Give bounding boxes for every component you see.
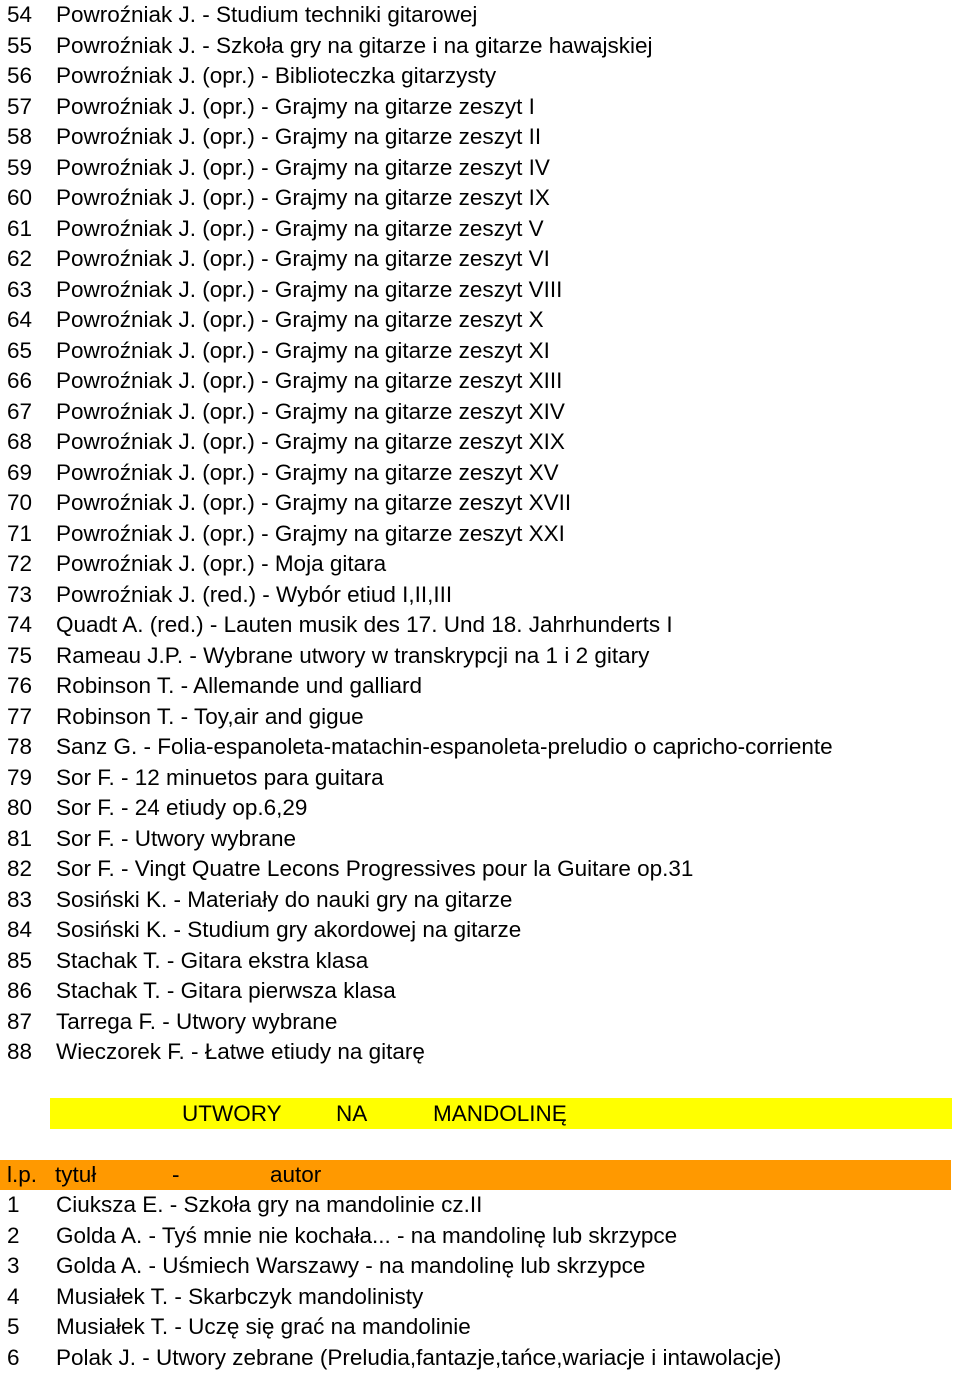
item-number: 70 [7, 488, 32, 519]
item-text: Powroźniak J. (opr.) - Moja gitara [56, 549, 386, 580]
item-number: 86 [7, 976, 32, 1007]
list-item [0, 1190, 960, 1221]
header-author: autor [270, 1160, 321, 1190]
list-item [0, 824, 960, 855]
item-text: Musiałek T. - Skarbczyk mandolinisty [56, 1282, 423, 1313]
mandolin-works-list [0, 1190, 960, 1373]
item-number: 73 [7, 580, 32, 611]
item-text: Robinson T. - Allemande und galliard [56, 671, 422, 702]
section-banner-mandolin [50, 1098, 952, 1129]
item-number: 83 [7, 885, 32, 916]
item-text: Powroźniak J. - Studium techniki gitarowej [56, 0, 477, 31]
list-item [0, 61, 960, 92]
list-item [0, 183, 960, 214]
list-item [0, 488, 960, 519]
header-title: tytuł [55, 1160, 96, 1190]
item-text: Tarrega F. - Utwory wybrane [56, 1007, 337, 1038]
item-text: Powroźniak J. (opr.) - Grajmy na gitarze zeszyt X [56, 305, 544, 336]
list-item [0, 1343, 960, 1373]
item-number: 54 [7, 0, 32, 31]
list-item [0, 732, 960, 763]
item-text: Powroźniak J. (opr.) - Grajmy na gitarze zeszyt XIX [56, 427, 565, 458]
item-number: 4 [7, 1282, 20, 1313]
item-text: Powroźniak J. (opr.) - Grajmy na gitarze zeszyt XV [56, 458, 559, 489]
banner-word-3: MANDOLINĘ [433, 1098, 567, 1129]
item-text: Sor F. - Vingt Quatre Lecons Progressives pour la Guitare op.31 [56, 854, 693, 885]
item-number: 55 [7, 31, 32, 62]
item-text: Powroźniak J. (opr.) - Grajmy na gitarze zeszyt XI [56, 336, 550, 367]
item-text: Golda A. - Uśmiech Warszawy - na mandolinę lub skrzypce [56, 1251, 645, 1282]
item-text: Sosiński K. - Studium gry akordowej na gitarze [56, 915, 521, 946]
item-number: 68 [7, 427, 32, 458]
list-item [0, 519, 960, 550]
item-number: 60 [7, 183, 32, 214]
item-text: Powroźniak J. (opr.) - Grajmy na gitarze zeszyt VI [56, 244, 550, 275]
list-item [0, 427, 960, 458]
item-number: 76 [7, 671, 32, 702]
list-item [0, 1282, 960, 1313]
item-text: Sor F. - Utwory wybrane [56, 824, 296, 855]
item-number: 78 [7, 732, 32, 763]
item-number: 1 [7, 1190, 20, 1221]
list-item [0, 31, 960, 62]
item-text: Powroźniak J. (opr.) - Grajmy na gitarze zeszyt II [56, 122, 541, 153]
item-text: Powroźniak J. (opr.) - Grajmy na gitarze zeszyt XVII [56, 488, 571, 519]
item-text: Powroźniak J. (opr.) - Grajmy na gitarze zeszyt XXI [56, 519, 565, 550]
item-number: 56 [7, 61, 32, 92]
item-number: 64 [7, 305, 32, 336]
item-number: 69 [7, 458, 32, 489]
list-item [0, 397, 960, 428]
item-text: Polak J. - Utwory zebrane (Preludia,fantazje,tańce,wariacje i intawolacje) [56, 1343, 781, 1373]
item-number: 72 [7, 549, 32, 580]
item-number: 58 [7, 122, 32, 153]
list-item [0, 610, 960, 641]
item-text: Powroźniak J. (opr.) - Grajmy na gitarze zeszyt V [56, 214, 544, 245]
item-number: 61 [7, 214, 32, 245]
item-text: Sosiński K. - Materiały do nauki gry na gitarze [56, 885, 512, 916]
item-text: Powroźniak J. (opr.) - Grajmy na gitarze zeszyt XIV [56, 397, 565, 428]
list-item [0, 458, 960, 489]
header-dash: - [172, 1160, 180, 1190]
column-header-row [0, 1160, 951, 1190]
list-item [0, 763, 960, 794]
item-text: Golda A. - Tyś mnie nie kochała... - na mandolinę lub skrzypce [56, 1221, 677, 1252]
list-item [0, 336, 960, 367]
item-number: 80 [7, 793, 32, 824]
list-item [0, 1221, 960, 1252]
item-text: Ciuksza E. - Szkoła gry na mandolinie cz.II [56, 1190, 482, 1221]
item-number: 75 [7, 641, 32, 672]
list-item [0, 244, 960, 275]
item-text: Rameau J.P. - Wybrane utwory w transkrypcji na 1 i 2 gitary [56, 641, 649, 672]
list-item [0, 854, 960, 885]
item-text: Musiałek T. - Uczę się grać na mandolinie [56, 1312, 471, 1343]
item-text: Robinson T. - Toy,air and gigue [56, 702, 364, 733]
list-item [0, 885, 960, 916]
item-number: 2 [7, 1221, 20, 1252]
list-item [0, 1312, 960, 1343]
item-number: 84 [7, 915, 32, 946]
list-item [0, 366, 960, 397]
item-number: 63 [7, 275, 32, 306]
item-number: 82 [7, 854, 32, 885]
list-item [0, 976, 960, 1007]
item-number: 71 [7, 519, 32, 550]
item-text: Powroźniak J. (opr.) - Grajmy na gitarze zeszyt XIII [56, 366, 562, 397]
list-item [0, 275, 960, 306]
item-number: 59 [7, 153, 32, 184]
list-item [0, 1251, 960, 1282]
item-number: 77 [7, 702, 32, 733]
item-number: 87 [7, 1007, 32, 1038]
list-item [0, 153, 960, 184]
item-text: Wieczorek F. - Łatwe etiudy na gitarę [56, 1037, 425, 1068]
list-item [0, 92, 960, 123]
list-item [0, 915, 960, 946]
header-lp: l.p. [7, 1160, 37, 1190]
item-number: 66 [7, 366, 32, 397]
list-item [0, 549, 960, 580]
item-text: Quadt A. (red.) - Lauten musik des 17. Und 18. Jahrhunderts I [56, 610, 673, 641]
list-item [0, 580, 960, 611]
item-number: 57 [7, 92, 32, 123]
item-number: 74 [7, 610, 32, 641]
banner-word-2: NA [336, 1098, 367, 1129]
list-item [0, 641, 960, 672]
item-number: 65 [7, 336, 32, 367]
item-text: Powroźniak J. (opr.) - Grajmy na gitarze zeszyt IV [56, 153, 550, 184]
item-text: Powroźniak J. (opr.) - Grajmy na gitarze zeszyt IX [56, 183, 550, 214]
item-text: Powroźniak J. (opr.) - Biblioteczka gitarzysty [56, 61, 496, 92]
list-item [0, 1007, 960, 1038]
item-text: Stachak T. - Gitara pierwsza klasa [56, 976, 396, 1007]
list-item [0, 0, 960, 31]
list-item [0, 122, 960, 153]
item-text: Sor F. - 24 etiudy op.6,29 [56, 793, 307, 824]
list-item [0, 214, 960, 245]
item-number: 67 [7, 397, 32, 428]
list-item [0, 1037, 960, 1068]
item-number: 85 [7, 946, 32, 977]
item-number: 81 [7, 824, 32, 855]
list-item [0, 305, 960, 336]
item-number: 5 [7, 1312, 20, 1343]
item-number: 79 [7, 763, 32, 794]
item-text: Sor F. - 12 minuetos para guitara [56, 763, 384, 794]
item-number: 62 [7, 244, 32, 275]
item-number: 88 [7, 1037, 32, 1068]
item-number: 3 [7, 1251, 20, 1282]
list-item [0, 702, 960, 733]
item-text: Powroźniak J. (red.) - Wybór etiud I,II,III [56, 580, 452, 611]
list-item [0, 671, 960, 702]
item-number: 6 [7, 1343, 20, 1373]
list-item [0, 793, 960, 824]
banner-word-1: UTWORY [182, 1098, 282, 1129]
item-text: Powroźniak J. (opr.) - Grajmy na gitarze zeszyt VIII [56, 275, 562, 306]
item-text: Sanz G. - Folia-espanoleta-matachin-espanoleta-preludio o capricho-corriente [56, 732, 833, 763]
item-text: Powroźniak J. - Szkoła gry na gitarze i na gitarze hawajskiej [56, 31, 653, 62]
list-item [0, 946, 960, 977]
item-text: Powroźniak J. (opr.) - Grajmy na gitarze zeszyt I [56, 92, 535, 123]
item-text: Stachak T. - Gitara ekstra klasa [56, 946, 368, 977]
